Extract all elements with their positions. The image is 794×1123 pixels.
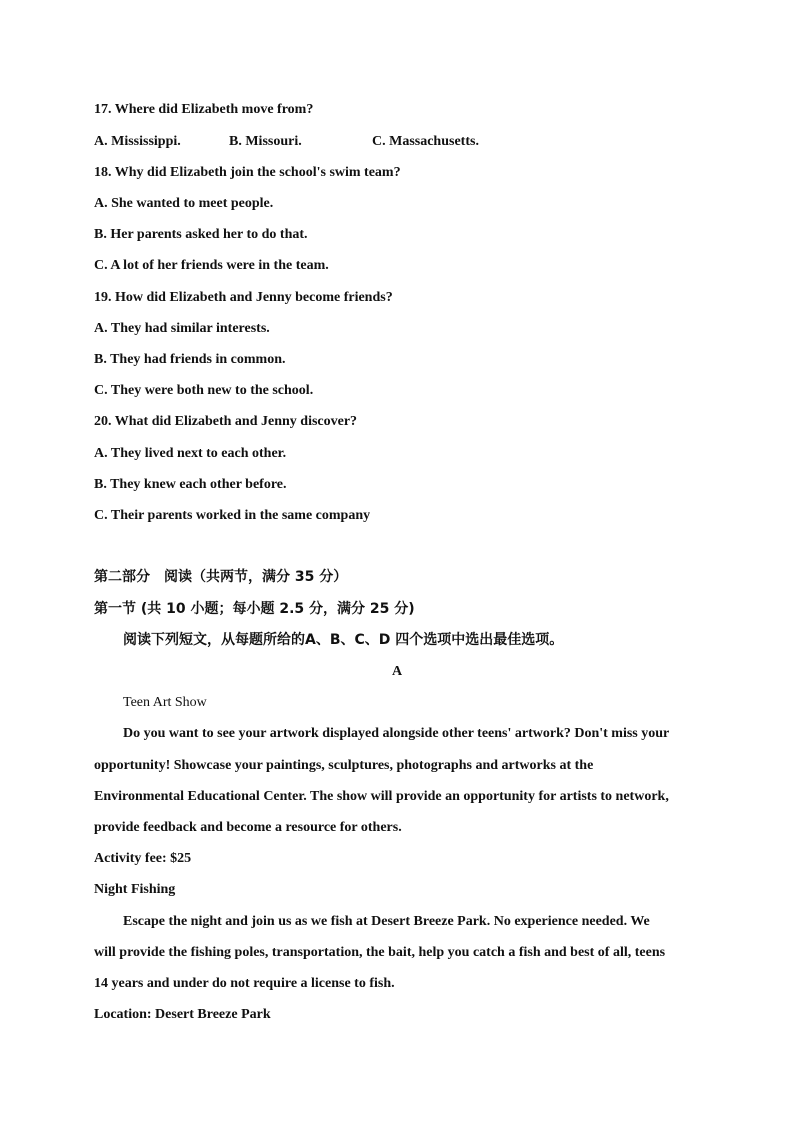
q20-option-c: C. Their parents worked in the same company	[94, 508, 371, 523]
night-fishing-title: Night Fishing	[94, 882, 176, 897]
night-fishing-text-2: will provide the fishing poles, transportation, the bait, help you catch a fish and best of all, teens	[94, 945, 666, 960]
q18-question: 18. Why did Elizabeth join the school's swim team?	[94, 165, 401, 180]
night-fishing-location: Location: Desert Breeze Park	[94, 1007, 271, 1022]
night-fishing-text-3: 14 years and under do not require a license to fish.	[94, 976, 395, 991]
teen-art-text-1: Do you want to see your artwork displayed alongside other teens' artwork? Don't miss your	[123, 726, 670, 741]
part-two-heading: 第二部分 阅读（共两节，满分 35 分）	[94, 569, 348, 585]
teen-art-text-3: Environmental Educational Center. The show will provide an opportunity for artists to network,	[94, 789, 669, 804]
reading-instruction: 阅读下列短文，从每题所给的A、B、C、D 四个选项中选出最佳选项。	[123, 632, 564, 648]
night-fishing-text-1: Escape the night and join us as we fish at Desert Breeze Park. No experience needed. We	[123, 914, 650, 929]
teen-art-fee: Activity fee: $25	[94, 851, 192, 866]
q18-option-a: A. She wanted to meet people.	[94, 196, 274, 211]
teen-art-text-4: provide feedback and become a resource for others.	[94, 820, 402, 835]
q17-question: 17. Where did Elizabeth move from?	[94, 102, 314, 117]
q18-option-b: B. Her parents asked her to do that.	[94, 227, 308, 242]
q19-option-b: B. They had friends in common.	[94, 352, 286, 367]
q20-option-a: A. They lived next to each other.	[94, 446, 287, 461]
section-one-heading: 第一节 (共 10 小题；每小题 2.5 分，满分 25 分)	[94, 601, 415, 617]
teen-art-text-2: opportunity! Showcase your paintings, sculptures, photographs and artworks at the	[94, 758, 594, 773]
q20-option-b: B. They knew each other before.	[94, 477, 287, 492]
q19-question: 19. How did Elizabeth and Jenny become friends?	[94, 290, 393, 305]
q17-option-a: A. Mississippi.	[94, 134, 181, 149]
q19-option-a: A. They had similar interests.	[94, 321, 270, 336]
q20-question: 20. What did Elizabeth and Jenny discover?	[94, 414, 358, 429]
q17-option-c: C. Massachusetts.	[372, 134, 479, 149]
teen-art-title: Teen Art Show	[123, 695, 207, 710]
passage-label: A	[391, 664, 403, 679]
q17-option-b: B. Missouri.	[229, 134, 302, 149]
q19-option-c: C. They were both new to the school.	[94, 383, 314, 398]
q18-option-c: C. A lot of her friends were in the team.	[94, 258, 329, 273]
q17-options	[94, 133, 694, 151]
